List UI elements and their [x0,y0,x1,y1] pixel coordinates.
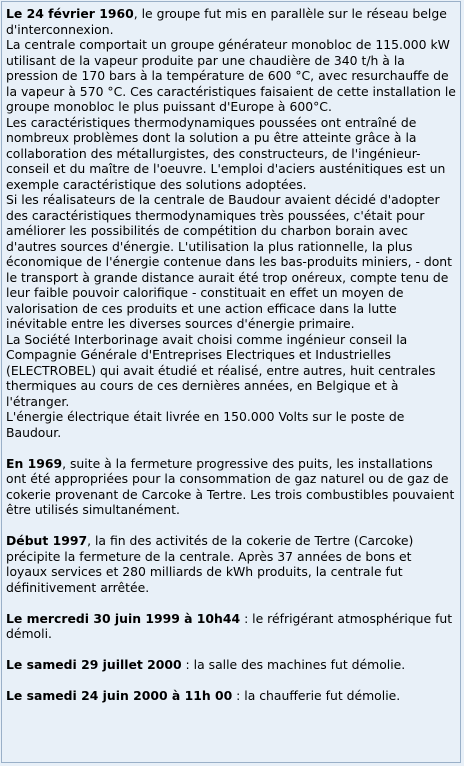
paragraph-2000-juin: Le samedi 24 juin 2000 à 11h 00 : la chaufferie fut démolie. [6,688,401,703]
paragraph-energie: L'énergie électrique était livrée en 150.000 Volts sur le poste de Baudour. [6,409,405,440]
date-1969: En 1969 [6,455,63,471]
paragraph-groupe: La centrale comportait un groupe générateur monobloc de 115.000 kW utilisant de la vapeur produite par une chaudière de 340 t/h à la pression de 170 bars à la température de 600 °C, avec resurchauffe de la vapeur à 570 °C. Ces caractéristiques faisaient de cette installation le groupe monobloc le plus puissant d'Europe à 600°C. [6,37,456,114]
paragraph-2000-juillet: Le samedi 29 juillet 2000 : la salle des machines fut démolie. [6,657,406,672]
paragraph-1997: Début 1997, la fin des activités de la cokerie de Tertre (Carcoke) précipite la fermeture de la centrale. Après 37 années de bons et loyaux services et 280 milliards de kWh produits, la centrale fut définitivement arrêtée. [6,533,414,595]
paragraph-realisateurs: Si les réalisateurs de la centrale de Baudour avaient décidé d'adopter des caractéristiques thermodynamiques très poussées, c'était pour améliorer les possibilités de compétition du charbon borain avec d'autres sources d'énergie. L'utilisation la plus rationnelle, la plus économique de l'énergie contenue dans les bas-produits miniers, - dont le transport à grande distance aurait été trop onéreux, compte tenu de leur faible pouvoir calorifique - constituait en effet un moyen de valorisation de ces produits et une action efficace dans la lutte inévitable entre les diverses sources d'énergie primaire. [6,192,453,331]
paragraph-1960: Le 24 février 1960, le groupe fut mis en parallèle sur le réseau belge d'interconnexion. [6,6,447,37]
paragraph-1999: Le mercredi 30 juin 1999 à 10h44 : le réfrigérant atmosphérique fut démoli. [6,610,453,641]
date-2000-juin: Le samedi 24 juin 2000 à 11h 00 [6,688,233,703]
date-2000-juillet: Le samedi 29 juillet 2000 [6,657,182,672]
date-1997: Début 1997 [6,533,88,548]
paragraph-interborinage: La Société Interborinage avait choisi comme ingénieur conseil la Compagnie Générale d'Entreprises Electriques et Industrielles (ELECTROBEL) qui avait étudié et réalisé, entre autres, huit centrales thermiques au cours de ces dernières années, en Belgique et à l'étranger. [6,331,436,409]
history-text-panel [1,1,461,763]
date-1960: Le 24 février 1960 [6,6,134,21]
paragraph-1969: En 1969, suite à la fermeture progressive des puits, les installations ont été appropriées pour la consommation de gaz naturel ou de gaz de cokerie provenant de Carcoke à Tertre. Les trois combustibles pouvaient être utilisés simultanément. [6,455,455,517]
paragraph-caracteristiques: Les caractéristiques thermodynamiques poussées ont entraîné de nombreux problèmes dont la solution a pu être atteinte grâce à la collaboration des métallurgistes, des constructeurs, de l'ingénieur-conseil et du maître de l'oeuvre. L'emploi d'aciers austénitiques est un exemple caractéristique des solutions adoptées. [6,114,446,192]
date-1999: Le mercredi 30 juin 1999 à 10h44 [6,610,241,626]
